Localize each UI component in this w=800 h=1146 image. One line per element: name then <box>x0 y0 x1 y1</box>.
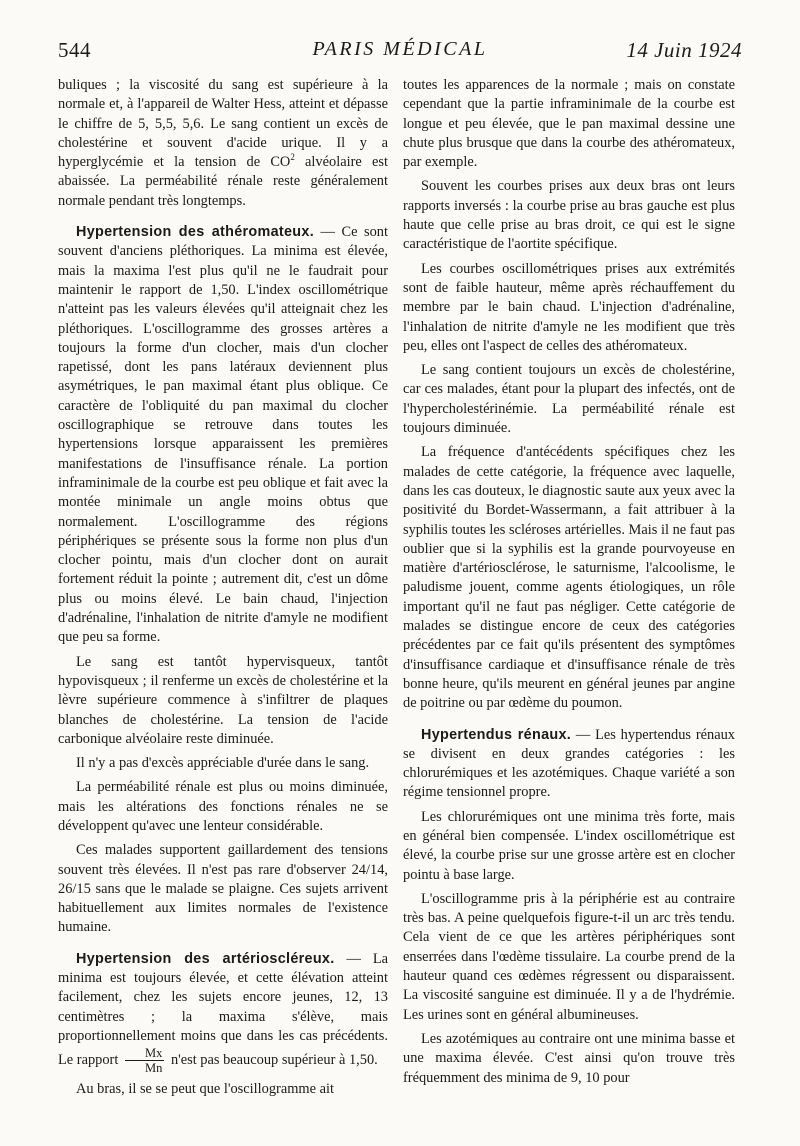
paragraph: La perméabilité rénale est plus ou moins diminuée, mais les altérations des fonctions rénales ne se développent qu'avec une lenteur considérable. <box>58 779 388 834</box>
paragraph: Le sang est tantôt hypervisqueux, tantôt hypovisqueux ; il renferme un excès de cholestérine et la lèvre supérieure commence à s'infiltrer de plaques blanches de cholestérine. La tension de l'acide carbonique alvéolaire reste diminuée. <box>58 653 388 747</box>
paragraph: Le sang contient toujours un excès de cholestérine, car ces malades, étant pour la plupart des infectés, ont de l'hypercholestérinémie. La perméabilité rénale est toujours diminuée. <box>403 362 735 437</box>
superscript: 2 <box>290 152 295 163</box>
paragraph: Les azotémiques au contraire ont une minima basse et une maxima élevée. C'est ainsi qu'on trouve très fréquemment des minima de 9, 10 pour <box>403 1030 735 1086</box>
journal-title: PARIS MÉDICAL <box>312 38 488 60</box>
paragraph: Les chlorurémiques ont une minima très forte, mais en général bien compensée. L'index oscillométrique est élevé, la courbe prise sur une grosse artère est en clocher pointu à base large. <box>403 808 735 883</box>
section-paragraph: Hypertension des athéromateux. — Ce sont souvent d'anciens pléthoriques. La minima est élevée, mais la maxima l'est plus qu'il ne le faudrait pour maintenir le rapport de 1,50. L'index oscillométrique n'atteint pas les valeurs élevées qu'il atteignait chez les pléthoriques. L'oscillogramme des grosses artères a toujours la forme d'un clocher, mais d'un clocher rapetissé, dont les pans latéraux deviennent plus asymétriques, le pan maximal étant plus oblique. Ce caractère de l'obliquité du pan maximal du clocher oscillographique se retrouve dans toutes les hypertensions lorsque apparaissent les premières manifestations de l'insuffisance rénale. La portion inframinimale de la courbe est peu oblique et fait avec la montée minimale un angle moins obtus que normalement. L'oscillogramme des régions périphériques se présente sous la forme non plus d'un clocher pointu, mais d'un clocher dont on aurait fortement réduit la pointe ; autrement dit, c'est un dôme plus ou moins élevé. Le bain chaud, l'injection d'adrénaline, l'inhalation de nitrite d'amyle ne modifient que peu sa forme. <box>58 224 388 646</box>
ratio-fraction <box>125 1046 164 1075</box>
page-number: 544 <box>58 38 91 62</box>
paragraph: Souvent les courbes prises aux deux bras ont leurs rapports inversés : la courbe prise au bras gauche est plus haute que celle prise au bras droit, ce qui est le signe caractéristique de l'aortite spécifique. <box>403 178 735 253</box>
section-paragraph: Hypertension des artérioscléreux. — La minima est toujours élevée, et cette élévation atteint facilement, chez les sujets encore jeunes, 12, 13 centimètres ; la maxima s'élève, mais proportionnellement moins que dans les cas précédents. Le rapport $\frac{Mx}{Mn}$ n'est pas beaucoup supérieur à 1,50. <box>58 950 389 1076</box>
section-paragraph: Hypertendus rénaux. — Les hypertendus rénaux se divisent en deux grandes catégories : les chlorurémiques et les azotémiques. Chaque variété a son régime tensionnel propre. <box>403 726 735 801</box>
paragraph: L'oscillogramme pris à la périphérie est au contraire très bas. A peine quelquefois figure-t-il un arc très tendu. Cela vient de ce que les artères périphériques sont enserrées dans l'œdème tissulaire. La courbe prend de la hauteur quand ces œdèmes régressent ou disparaissent. La viscosité sanguine est diminuée. Il y a de l'hydrémie. Les urines sont en général albumineuses. <box>403 890 735 1023</box>
issue-date: 14 Juin 1924 <box>626 38 742 62</box>
fraction-numerator: Mx <box>125 1046 164 1061</box>
running-header <box>58 34 742 70</box>
paragraph: Il n'y a pas d'excès appréciable d'urée dans le sang. <box>76 755 370 772</box>
section-heading: Hypertendus rénaux. <box>421 726 572 743</box>
right-column <box>403 76 735 1088</box>
paragraph: toutes les apparences de la normale ; mais on constate cependant que la partie inframinimale de la courbe est longue et peu élevée, que le pan maximal dessine une chute plus brusque que dans la courbe des athéromateux, par exemple. <box>403 77 735 171</box>
paragraph: Ces malades supportent gaillardement des tensions souvent très élevées. Il n'est pas rare d'observer 24/14, 26/15 sans que le malade se plaigne. Ces sujets arrivent habituellement aux limites normales de l'existence humaine. <box>58 842 388 936</box>
paragraph: Au bras, il se se peut que l'oscillogramme ait <box>76 1081 334 1098</box>
left-column <box>58 76 388 1100</box>
paragraph: La fréquence d'antécédents spécifiques chez les malades de cette catégorie, la fréquence avec laquelle, dans les cas douteux, le diagnostic saute aux yeux avec la positivité du Bordet-Wassermann, a fait attribuer à la syphilis toutes les scléroses artérielles. Mais il ne faut pas oublier que si la syphilis est la grande pourvoyeuse en matière d'artériosclérose, le saturnisme, l'alcoolisme, le paludisme jouent, comme agents étiologiques, un rôle important qu'il ne faut pas négliger. Cette catégorie de malades se distingue encore de ceux des catégories précédentes par ce fait qu'ils présentent des symptômes d'insuffisance cardiaque et d'insuffisance rénale de très bonne heure, qu'ils meurent en général jeunes par angine de poitrine ou par œdème du poumon. <box>403 444 735 712</box>
section-heading: Hypertension des athéromateux. <box>76 224 314 241</box>
fraction-denominator: Mn <box>144 1061 163 1076</box>
paragraph: buliques ; la viscosité du sang est supérieure à la normale et, à l'appareil de Walter Hess, atteint et dépasse le chiffre de 5, 5,5, 5,6. Le sang contient un excès de cholestérine et souvent d'acide urique. Il y a hyperglycémie et la tension de $CO^2$ alvéolaire est abaissée. La perméabilité rénale reste généralement normale pendant très longtemps. <box>58 77 388 209</box>
section-heading: Hypertension des artérioscléreux. <box>76 950 335 967</box>
paragraph: Les courbes oscillométriques prises aux extrémités sont de faible hauteur, même après réchauffement du membre par le bain chaud. L'injection d'adrénaline, l'inhalation de nitrite d'amyle ne les modifient que très peu, elles ont l'aspect de celles des athéromateux. <box>403 260 735 354</box>
